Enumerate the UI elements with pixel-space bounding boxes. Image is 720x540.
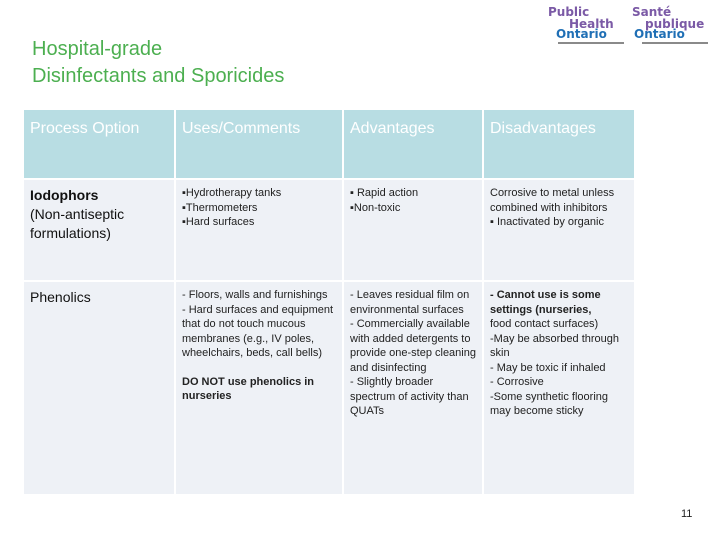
page-number: 11 — [681, 508, 693, 520]
cell-uses — [176, 282, 342, 494]
cell-process-option — [24, 282, 174, 494]
table-row — [24, 180, 634, 280]
cell-advantages — [344, 180, 482, 280]
disadvantage-item: - May be toxic if inhaled — [490, 361, 606, 374]
uses-item: - Floors, walls and furnishings — [182, 289, 328, 301]
table-row — [24, 282, 634, 494]
disadvantage-item: ▪ Inactivated by organic — [490, 216, 604, 228]
logo-en-word-2: Health — [569, 17, 614, 31]
advantage-item: - Commercially available with added detergents to provide one-step cleaning and disinfecting — [350, 318, 476, 374]
header-process-option: Process Option — [24, 110, 174, 178]
uses-item: ▪Hard surfaces — [182, 216, 255, 228]
logo-fr-word-3: Ontario — [634, 27, 685, 41]
sante-publique-ontario-logo — [632, 6, 708, 48]
public-health-ontario-logo — [548, 6, 624, 48]
advantage-item: ▪ Rapid action — [350, 187, 419, 199]
cell-advantages — [344, 282, 482, 494]
header-uses-comments: Uses/Comments — [176, 110, 342, 178]
disadvantage-item-bold: - Cannot use is some settings (nurseries, — [490, 289, 601, 316]
logo-fr-tagline — [642, 42, 708, 44]
disadvantage-item: food contact surfaces) — [490, 318, 599, 330]
logo-fr-word-1: Santé — [632, 5, 672, 19]
page-title — [32, 36, 284, 90]
disadvantage-item: -Some synthetic flooring may become sticky — [490, 390, 608, 417]
logo-en-word-3: Ontario — [556, 27, 607, 41]
header-disadvantages: Disadvantages — [484, 110, 634, 178]
uses-item: ▪Hydrotherapy tanks — [182, 187, 282, 199]
title-line-1: Hospital-grade — [32, 38, 163, 60]
disadvantage-item: - Corrosive — [490, 376, 544, 388]
advantage-item: ▪Non-toxic — [350, 201, 401, 214]
logo-en-word-1: Public — [548, 5, 590, 19]
row-name-sub: (Non-antiseptic formulations) — [30, 206, 125, 241]
uses-warning-note: DO NOT use phenolics in nurseries — [182, 375, 315, 402]
cell-uses — [176, 180, 342, 280]
logo-fr-word-2: publique — [645, 17, 705, 31]
title-line-2: Disinfectants and Sporicides — [32, 65, 285, 87]
row-name: Iodophors — [30, 187, 99, 203]
row-name: Phenolics — [30, 289, 91, 305]
advantage-item: - Slightly broader spectrum of activity than QUATs — [350, 376, 469, 417]
header-advantages: Advantages — [344, 110, 482, 178]
disadvantage-item: Corrosive to metal unless combined with inhibitors — [490, 187, 615, 214]
advantage-item: - Leaves residual film on environmental surfaces — [350, 289, 470, 316]
disadvantage-item: -May be absorbed through skin — [490, 332, 620, 359]
disinfectant-comparison-table — [22, 108, 636, 496]
cell-process-option — [24, 180, 174, 280]
uses-item: ▪Thermometers — [182, 201, 258, 214]
cell-disadvantages — [484, 282, 634, 494]
logo-en-tagline — [558, 42, 624, 44]
cell-disadvantages — [484, 180, 634, 280]
uses-item: - Hard surfaces and equipment that do not touch mucous membranes (e.g., IV poles, wheelchairs, beds, call bells) — [182, 303, 334, 359]
table-header-row — [24, 110, 634, 178]
